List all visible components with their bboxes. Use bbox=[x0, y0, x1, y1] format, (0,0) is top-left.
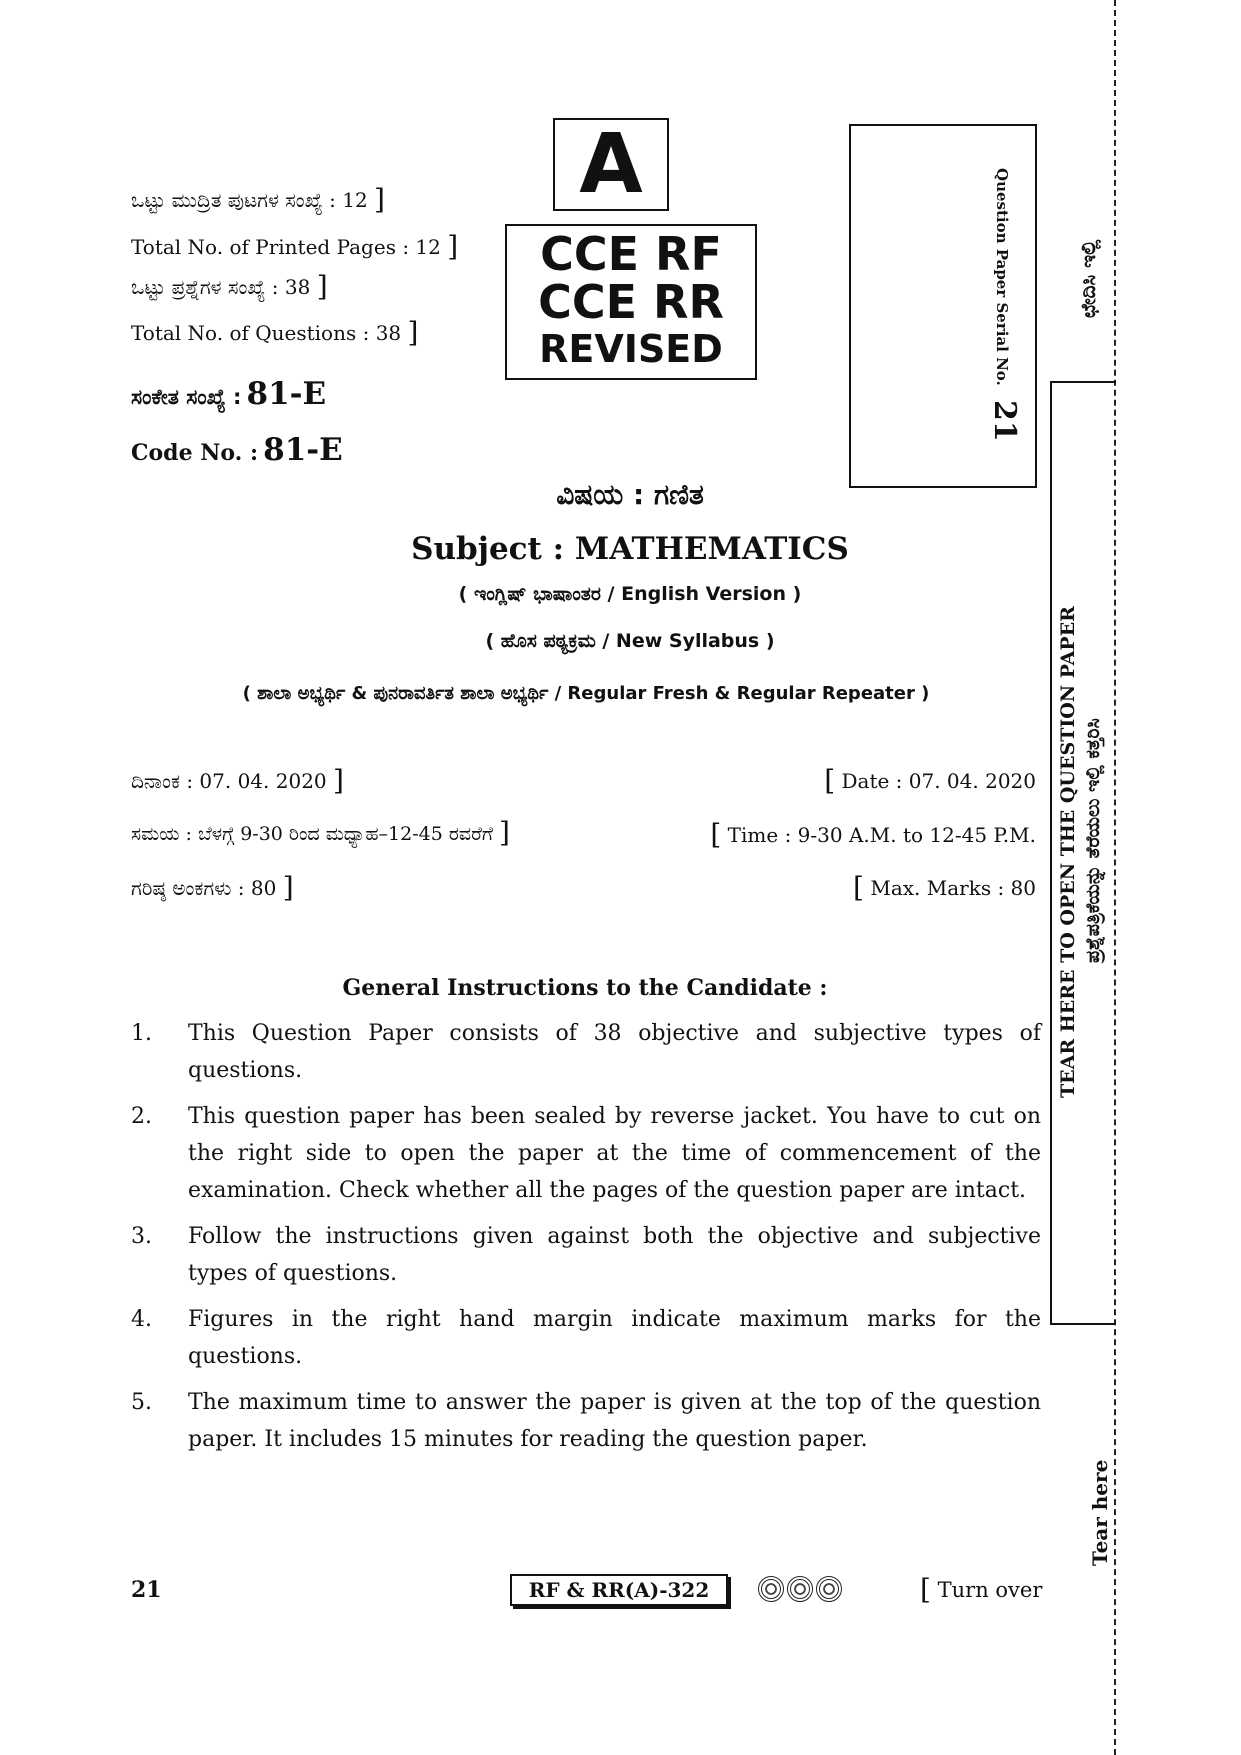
instruction-item: 5. The maximum time to answer the paper is given at the top of the question paper. It includes 15 minutes for reading the question paper. bbox=[131, 1390, 1041, 1452]
marks-kn: ಗರಿಷ್ಠ ಅಂಕಗಳು : 80 ] bbox=[131, 871, 294, 904]
syllabus-line: ( ಹೊಸ ಪಠ್ಯಕ್ರಮ / New Syllabus ) bbox=[485, 630, 775, 652]
time-kn: ಸಮಯ : ಬೆಳಗ್ಗೆ 9-30 ರಿಂದ ಮಧ್ಯಾಹ–12-45 ರವರೆಗೆ ] bbox=[131, 816, 510, 849]
footer-code: RF & RR(A)-322 bbox=[510, 1574, 728, 1606]
instruction-item: 4. Figures in the right hand margin indicate maximum marks for the questions. bbox=[131, 1307, 1041, 1369]
instruction-item: 3. Follow the instructions given against both the objective and subjective types of questions. bbox=[131, 1224, 1041, 1286]
tear-open-kn: ಪ್ರಶ್ನೆಪತ್ರಿಕೆಯನ್ನು ತೆರೆಯಲು ಇಲ್ಲಿ ಕತ್ತರಿಸಿ bbox=[1082, 718, 1104, 964]
version-line: ( ಇಂಗ್ಲಿಷ್ ಭಾಷಾಂತರ / English Version ) bbox=[458, 583, 802, 605]
code-en: Code No. : 81-E bbox=[131, 432, 343, 468]
category-line-3: REVISED bbox=[539, 327, 723, 371]
subject-kn: ವಿಷಯ : ಗಣಿತ bbox=[556, 478, 704, 511]
category-line-1: CCE RF bbox=[540, 227, 722, 281]
category-line-2: CCE RR bbox=[538, 275, 724, 329]
serial-label: Question Paper Serial No. bbox=[993, 168, 1011, 386]
footer-ornament-icon bbox=[758, 1576, 845, 1606]
date-en: [ Date : 07. 04. 2020 bbox=[824, 764, 1036, 797]
time-en: [ Time : 9-30 A.M. to 12-45 P.M. bbox=[710, 818, 1036, 851]
candidate-type-line: ( ಶಾಲಾ ಅಭ್ಯರ್ಥಿ & ಪುನರಾವರ್ತಿತ ಶಾಲಾ ಅಭ್ಯರ್ಥಿ / Regular Fresh & Regular Repeater ) bbox=[242, 683, 930, 704]
marks-en: [ Max. Marks : 80 bbox=[853, 871, 1036, 904]
questions-en: Total No. of Questions : 38 ] bbox=[131, 316, 419, 349]
set-letter-box: A bbox=[553, 118, 669, 211]
serial-number: 21 bbox=[987, 400, 1022, 442]
questions-kn: ಒಟ್ಟು ಪ್ರಶ್ನೆಗಳ ಸಂಖ್ಯೆ : 38 ] bbox=[131, 270, 328, 303]
instructions-heading: General Instructions to the Candidate : bbox=[342, 975, 828, 1001]
instruction-item: 1. This Question Paper consists of 38 objective and subjective types of questions. bbox=[131, 1021, 1041, 1083]
date-kn: ದಿನಾಂಕ : 07. 04. 2020 ] bbox=[131, 764, 344, 797]
subject-en: Subject : MATHEMATICS bbox=[411, 531, 849, 567]
instructions-list bbox=[131, 1015, 1041, 1467]
pages-en: Total No. of Printed Pages : 12 ] bbox=[131, 230, 459, 263]
code-kn: ಸಂಕೇತ ಸಂಖ್ಯೆ : 81-E bbox=[131, 376, 327, 412]
tear-here-label: Tear here bbox=[1088, 1459, 1112, 1566]
pages-kn: ಒಟ್ಟು ಮುದ್ರಿತ ಪುಟಗಳ ಸಂಖ್ಯೆ : 12 ] bbox=[131, 183, 385, 216]
footer-turn-over: [ Turn over bbox=[920, 1573, 1043, 1606]
category-box bbox=[505, 224, 757, 380]
footer-page-serial: 21 bbox=[131, 1577, 162, 1603]
tear-top-kn: ಛೇದಿಸಿ ಇಲ್ಲಿ bbox=[1076, 239, 1100, 318]
instruction-item: 2. This question paper has been sealed by reverse jacket. You have to cut on the right side to open the paper at the time of commencement of the examination. Check whether all the pages of the question paper are intact. bbox=[131, 1104, 1041, 1203]
tear-open-en: TEAR HERE TO OPEN THE QUESTION PAPER bbox=[1057, 606, 1079, 1098]
